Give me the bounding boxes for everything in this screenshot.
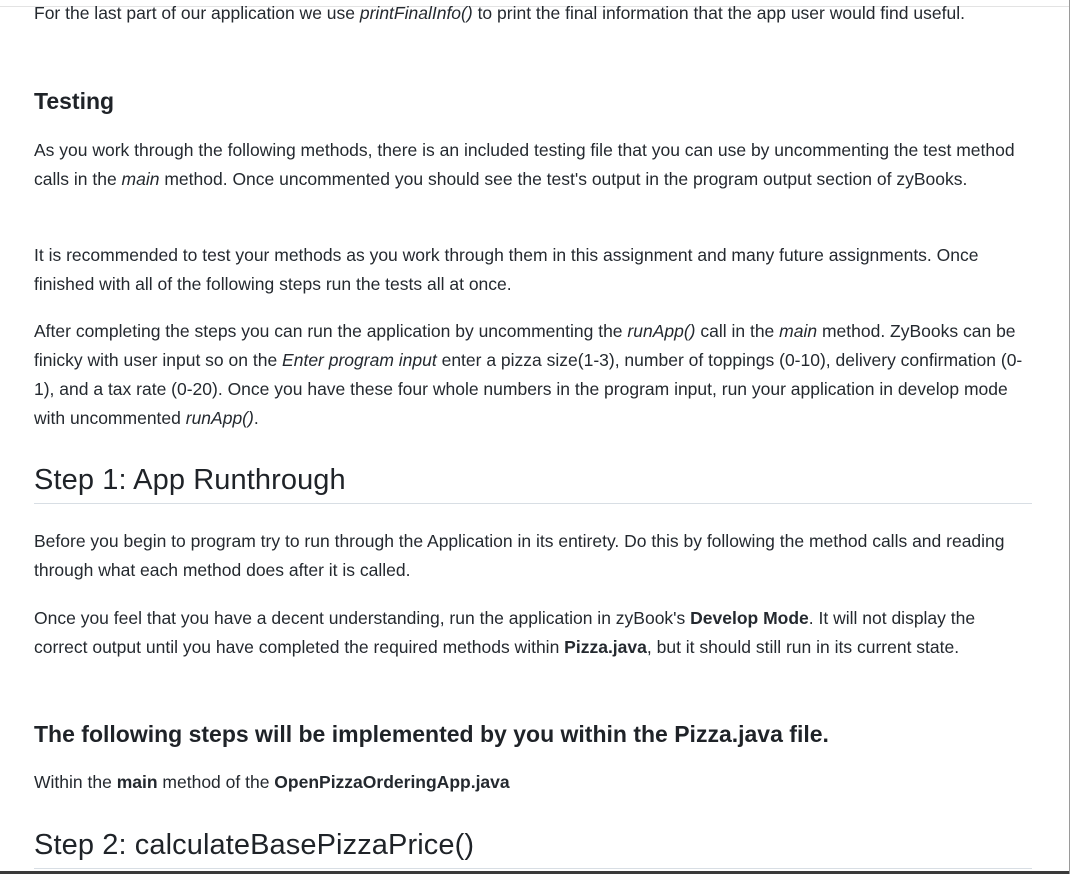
- text: call in the: [695, 321, 780, 341]
- develop-mode-ref: Develop Mode: [690, 608, 809, 628]
- testing-paragraph-2: It is recommended to test your methods as you work through them in this assignment and many future assignments. Once finished with all of the following steps run the tests all at once.: [34, 245, 979, 294]
- heading-step-1: Step 1: App Runthrough: [34, 461, 1032, 504]
- text: . It will not display the correct output until you have completed the required methods within: [34, 608, 976, 657]
- intro-text-a: For the last part of our application we use: [34, 3, 360, 23]
- pizza-java-ref: Pizza.java: [564, 637, 647, 657]
- main-method-ref: main: [779, 321, 818, 341]
- text: method of the: [157, 772, 275, 792]
- text: After completing the steps you can run the application by uncommenting the: [34, 321, 628, 341]
- text: .: [253, 408, 259, 428]
- text: method. Once uncommented you should see the test's output in the program output section of zyBooks.: [159, 169, 968, 189]
- text: method. ZyBooks can be finicky with user input so on the: [34, 321, 1016, 370]
- heading-following-steps: The following steps will be implemented by you within the Pizza.java file.: [34, 721, 829, 747]
- heading-testing: Testing: [34, 88, 115, 114]
- step1-paragraph-2: [34, 604, 1032, 662]
- text: Once you feel that you have a decent understanding, run the application in zyBook's: [34, 608, 691, 628]
- intro-text-b: to print the final information that the app user would find useful.: [472, 3, 965, 23]
- text: Within the: [34, 772, 117, 792]
- text: enter a pizza size(1-3), number of toppings (0-10), delivery confirmation (0-1), and a tax rate (0-20). Once you have these four whole numbers in the program input, run your application in develop mode with uncommented: [34, 350, 1023, 428]
- runapp-ref: runApp(): [627, 321, 696, 341]
- main-method-ref: main: [116, 772, 158, 792]
- heading-step-2: Step 2: calculateBasePizzaPrice(): [34, 826, 1032, 869]
- testing-paragraph-3: [34, 317, 1032, 433]
- testing-paragraph-1: [34, 136, 1032, 194]
- enter-program-input-ref: Enter program input: [282, 350, 437, 370]
- step1-paragraph-1: Before you begin to program try to run through the Application in its entirety. Do this by following the method calls and reading through what each method does after it is called.: [34, 531, 1005, 580]
- text: As you work through the following methods, there is an included testing file that you can use by uncommenting the test method calls in the: [34, 140, 1015, 189]
- main-method-ref: main: [121, 169, 160, 189]
- within-main-paragraph: [34, 768, 510, 797]
- app-file-ref: OpenPizzaOrderingApp.java: [274, 772, 510, 792]
- intro-paragraph: [34, 0, 965, 28]
- runapp-ref: runApp(): [185, 408, 254, 428]
- text: , but it should still run in its current state.: [646, 637, 960, 657]
- method-name-printfinalinfo: printFinalInfo(): [359, 3, 473, 23]
